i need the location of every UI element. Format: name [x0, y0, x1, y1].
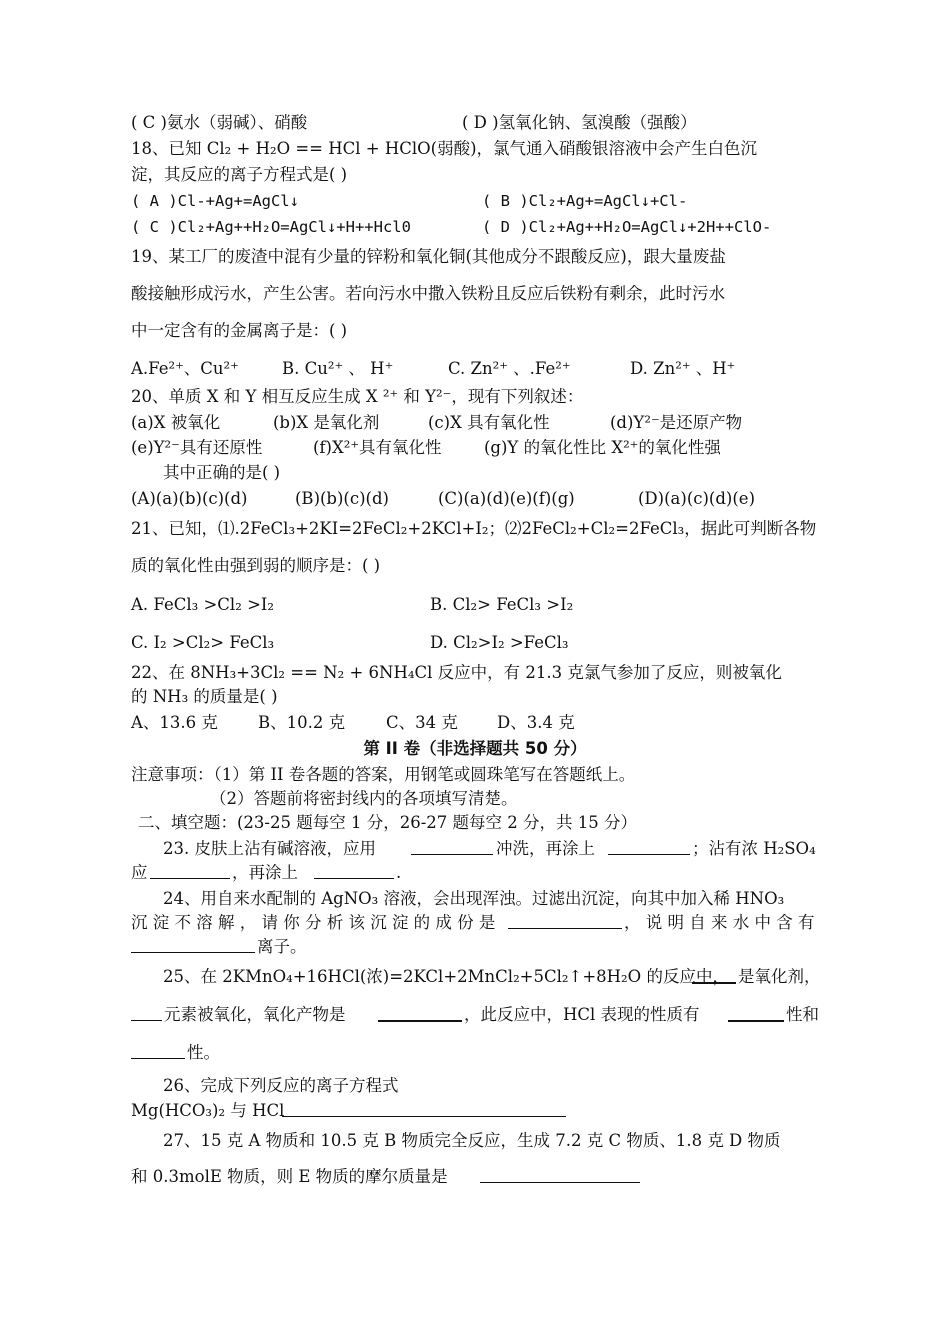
- q27-blank[interactable]: [480, 1166, 640, 1183]
- q20-statement-a: (a)X 被氧化: [131, 413, 221, 432]
- q20-statement-f: (f)X²⁺具有氧化性: [313, 438, 442, 457]
- q21-option-c: C. I₂ >Cl₂> FeCl₃: [131, 633, 275, 652]
- q25-blank-2[interactable]: [131, 1004, 162, 1021]
- q20-statement-g: (g)Y 的氧化性比 X²⁺的氧化性强: [484, 438, 721, 457]
- q20-statement-c: (c)X 具有氧化性: [428, 413, 550, 432]
- q20-statement-b: (b)X 是氧化剂: [273, 413, 380, 432]
- exam-page: ( C )氨水（弱碱）、硝酸 ( D )氢氧化钠、氢溴酸（强酸） 18、已知 Cl₂ + H₂O == HCl + HClO(弱酸)，氯气通入硝酸银溶液中会产生白色沉 淀，其反应的离子方程式是( ) ( A )Cl-+Ag+=AgCl↓ ( B )Cl₂+Ag+=AgCl↓+Cl- ( C )Cl₂+Ag++H₂O=AgCl↓+H++Hcl0 ( D )Cl₂+Ag++H₂O=AgCl↓+2H++ClO- 19、某工厂的废渣中混有少量的锌粉和氧化铜(其他成分不跟酸反应)，跟大量废盐 酸接触形成污水，产生公害。若向污水中撒入铁粉且反应后铁粉有剩余，此时污水 中一定含有的金属离子是：( ) A.Fe²⁺、Cu²⁺ B. Cu²⁺ 、 H⁺ C. Zn²⁺ 、.Fe²⁺ D. Zn²⁺ 、H⁺ 20、单质 X 和 Y 相互反应生成 X ²⁺ 和 Y²⁻，现有下列叙述： (a)X 被氧化 (b)X 是氧化剂 (c)X 具有氧化性 (d)Y²⁻是还原产物 (e)Y²⁻具有还原性 (f)X²⁺具有氧化性 (g)Y 的氧化性比 X²⁺的氧化性强 其中正确的是( ) (A)(a)(b)(c)(d) (B)(b)(c)(d) (C)(a)(d)(e)(f)(g) (D)(a)(c)(d)(e) 21、已知，⑴.2FeCl₃+2KI=2FeCl₂+2KCl+I₂；⑵2FeCl₂+Cl₂=2FeCl₃，据此可判断各物 质的氧化性由强到弱的顺序是：( ) A. FeCl₃ >Cl₂ >I₂ B. Cl₂> FeCl₃ >I₂ C. I₂ >Cl₂> FeCl₃ D. Cl₂>I₂ >FeCl₃ 22、在 8NH₃+3Cl₂ == N₂ + 6NH₄Cl 反应中，有 21.3 克氯气参加了反应，则被氧化 的 NH₃ 的质量是( ) A、13.6 克 B、10.2 克 C、34 克 D、3.4 克 第 II 卷（非选择题共 50 分） 注意事项：（1）第 II 卷各题的答案，用钢笔或圆珠笔写在答题纸上。 （2）答题前将密封线内的各项填写清楚。 二、填空题：(23-25 题每空 1 分，26-27 题每空 2 分，共 15 分） 23. 皮肤上沾有碱溶液，应用 冲洗，再涂上 ；沾有浓 H₂SO₄ 应 ，再涂上 . 24、用自来水配制的 AgNO₃ 溶液，会出现浑浊。过滤出沉淀，向其中加入稀 HNO₃ 沉 淀 不 溶 解 ， 请 你 分 析 该 沉 淀 的 成 份 是 ， 说 明 自 来 水 中 含 有 离子。 25、在 2KMnO₄+16HCl(浓)=2KCl+2MnCl₂+5Cl₂↑+8H₂O 的反应中， 是氧化剂， 元素被氧化，氧化产物是 ，此反应中，HCl 表现的性质有 性和 性。 26、完成下列反应的离子方程式 Mg(HCO₃)₂ 与 HCl 27、15 克 A 物质和 10.5 克 B 物质完全反应，生成 7.2 克 C 物质、1.8 克 D 物质 和 0.3molE 物质，则 E 物质的摩尔质量是: [0, 0, 950, 1344]
- q18-option-a: ( A )Cl-+Ag+=AgCl↓: [131, 192, 299, 210]
- q20-statement-e: (e)Y²⁻具有还原性: [131, 438, 263, 457]
- q19-option-d: D. Zn²⁺ 、H⁺: [630, 359, 736, 378]
- q23-blank-1[interactable]: [411, 838, 493, 855]
- q19-option-b: B. Cu²⁺ 、 H⁺: [282, 359, 394, 378]
- q24-blank-2[interactable]: [131, 936, 255, 953]
- q25-blank-4[interactable]: [728, 1004, 784, 1022]
- q24-blank-1[interactable]: [508, 912, 622, 929]
- q25-blank-3[interactable]: [378, 1004, 462, 1022]
- q17-option-d: ( D )氢氧化钠、氢溴酸（强酸）: [462, 113, 697, 132]
- q22-option-d: D、3.4 克: [497, 713, 575, 732]
- q20-option-b: (B)(b)(c)(d): [295, 489, 389, 508]
- q17-option-c: ( C )氨水（弱碱）、硝酸: [131, 113, 308, 132]
- q19-option-c: C. Zn²⁺ 、.Fe²⁺: [448, 359, 571, 378]
- q22-option-b: B、10.2 克: [258, 713, 346, 732]
- q21-option-d: D. Cl₂>I₂ >FeCl₃: [430, 633, 569, 652]
- q20-option-c: (C)(a)(d)(e)(f)(g): [438, 489, 575, 508]
- q18-option-c: ( C )Cl₂+Ag++H₂O=AgCl↓+H++Hcl0: [131, 218, 411, 236]
- q19-option-a: A.Fe²⁺、Cu²⁺: [131, 359, 239, 378]
- q20-statement-d: (d)Y²⁻是还原产物: [610, 413, 743, 432]
- q21-option-b: B. Cl₂> FeCl₃ >I₂: [430, 595, 574, 614]
- q23-blank-4[interactable]: [314, 862, 394, 879]
- q22-option-c: C、34 克: [386, 713, 458, 732]
- q25-blank-5[interactable]: [131, 1042, 185, 1059]
- q18-option-d: ( D )Cl₂+Ag++H₂O=AgCl↓+2H++ClO-: [482, 218, 772, 236]
- q20-option-d: (D)(a)(c)(d)(e): [638, 489, 756, 508]
- q18-option-b: ( B )Cl₂+Ag+=AgCl↓+Cl-: [482, 192, 688, 210]
- part2-title: 第 II 卷（非选择题共 50 分）: [363, 739, 587, 758]
- q26-blank[interactable]: [282, 1100, 566, 1117]
- q23-blank-3[interactable]: [150, 862, 230, 879]
- q23-blank-2[interactable]: [608, 838, 690, 855]
- q25-blank-1[interactable]: [692, 966, 736, 984]
- q21-option-a: A. FeCl₃ >Cl₂ >I₂: [131, 595, 275, 614]
- q20-option-a: (A)(a)(b)(c)(d): [131, 489, 248, 508]
- q22-option-a: A、13.6 克: [131, 713, 218, 732]
